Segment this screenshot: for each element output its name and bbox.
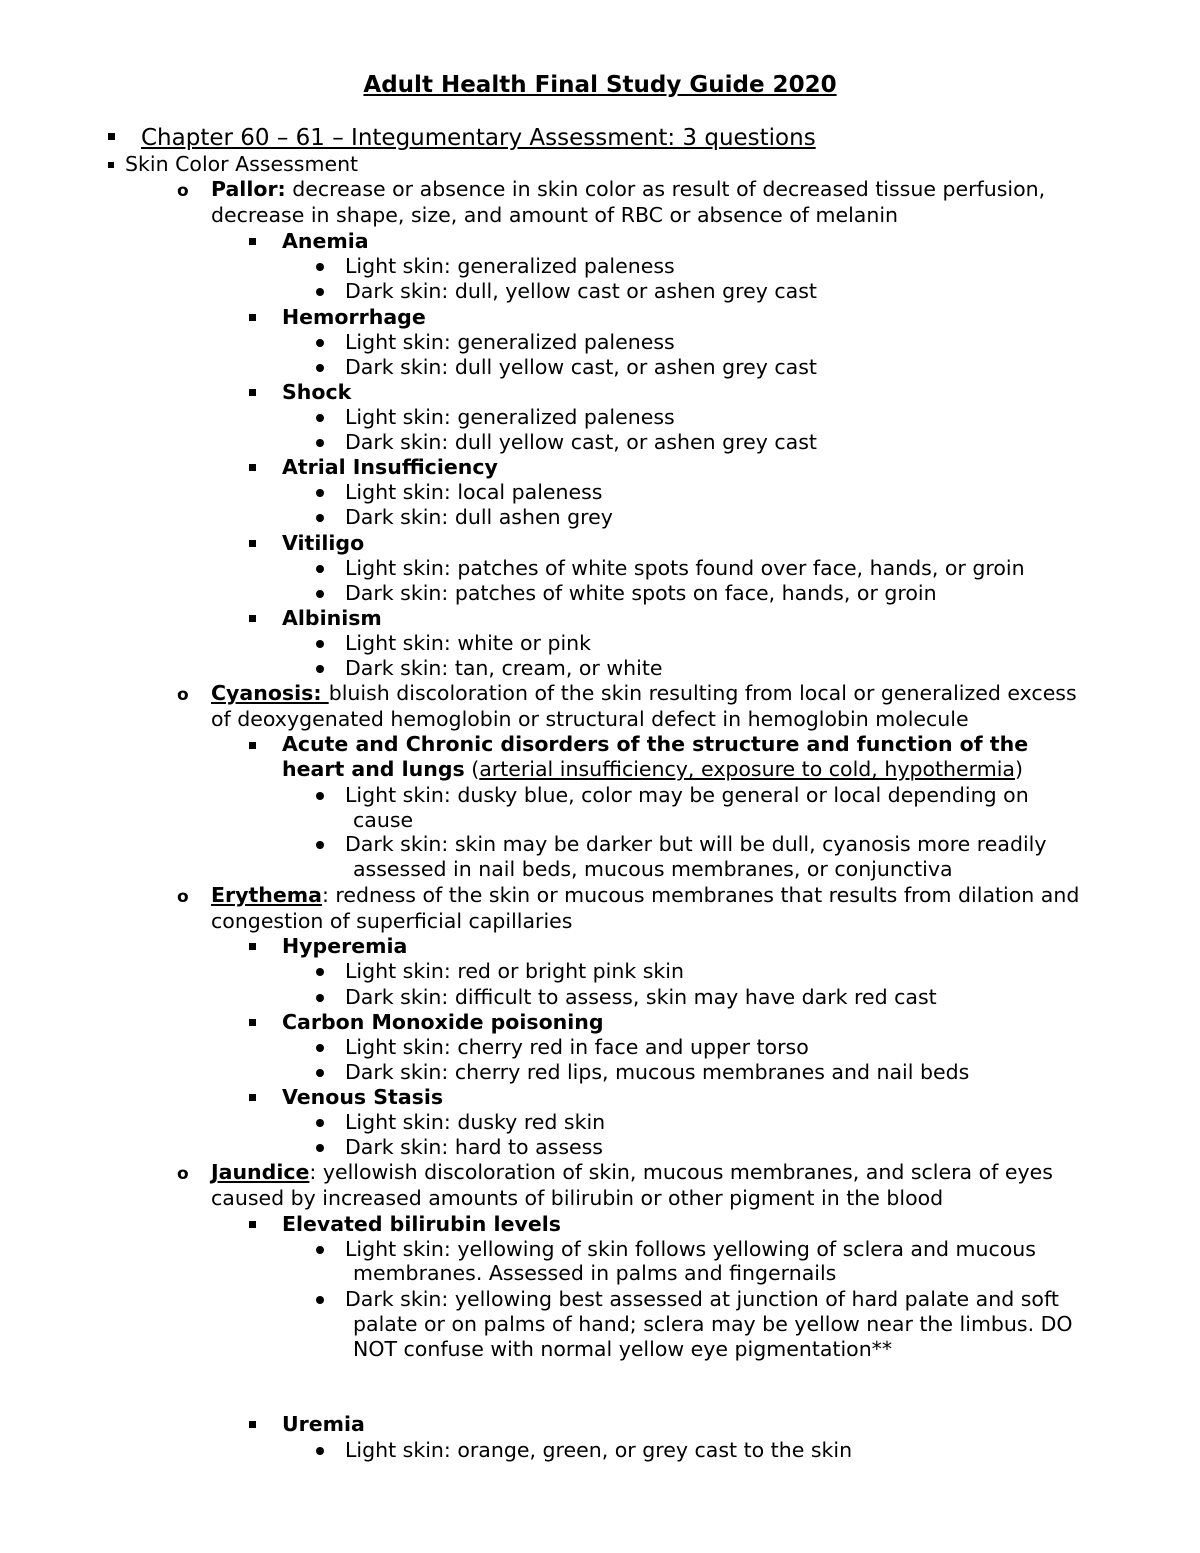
square-bullet-icon: [249, 1094, 256, 1101]
square-bullet-icon: [108, 133, 115, 140]
condition-elevated-bilirubin: Elevated bilirubin levels: [282, 1212, 561, 1236]
dot-bullet-icon: [316, 339, 324, 347]
jaundice-term: Jaundice: [211, 1160, 310, 1184]
o-bullet-icon: o: [177, 887, 189, 907]
erythema-term: Erythema: [211, 883, 322, 907]
albinism-light-skin: Light skin: white or pink: [345, 631, 592, 655]
condition-hemorrhage: Hemorrhage: [282, 305, 426, 329]
dot-bullet-icon: [316, 364, 324, 372]
hyperemia-dark-skin: Dark skin: difficult to assess, skin may have dark red cast: [345, 985, 937, 1009]
cyanosis-condition-name2: heart and lungs: [282, 757, 465, 781]
dot-bullet-icon: [316, 288, 324, 296]
square-bullet-icon: [249, 1221, 256, 1228]
bilirubin-dark-skin-line3: NOT confuse with normal yellow eye pigmentation**: [353, 1337, 893, 1361]
jaundice-desc-line2: caused by increased amounts of bilirubin or other pigment in the blood: [211, 1186, 944, 1210]
dot-bullet-icon: [316, 590, 324, 598]
cyanosis-causes: arterial insufficiency, exposure to cold, hypothermia: [479, 757, 1015, 781]
dot-bullet-icon: [316, 1246, 324, 1254]
square-bullet-icon: [249, 464, 256, 471]
anemia-light-skin: Light skin: generalized paleness: [345, 254, 675, 278]
square-bullet-icon: [249, 615, 256, 622]
dot-bullet-icon: [316, 792, 324, 800]
pallor-definition: [211, 177, 1045, 202]
section-heading: Skin Color Assessment: [125, 152, 359, 176]
albinism-dark-skin: Dark skin: tan, cream, or white: [345, 656, 663, 680]
jaundice-desc-line1: : yellowish discoloration of skin, mucous membranes, and sclera of eyes: [309, 1160, 1053, 1184]
o-bullet-icon: o: [177, 685, 189, 705]
cyanosis-dark-skin-line1: Dark skin: skin may be darker but will be dull, cyanosis more readily: [345, 832, 1047, 856]
dot-bullet-icon: [316, 565, 324, 573]
erythema-desc-line1: : redness of the skin or mucous membranes that results from dilation and: [321, 883, 1080, 907]
square-bullet-icon: [249, 943, 256, 950]
condition-shock: Shock: [282, 380, 352, 404]
dot-bullet-icon: [316, 263, 324, 271]
venous-stasis-light-skin: Light skin: dusky red skin: [345, 1110, 606, 1134]
o-bullet-icon: o: [177, 181, 189, 201]
cyanosis-term: Cyanosis:: [211, 681, 329, 705]
hemorrhage-dark-skin: Dark skin: dull yellow cast, or ashen grey cast: [345, 355, 817, 379]
condition-hyperemia: Hyperemia: [282, 934, 408, 958]
dot-bullet-icon: [316, 1119, 324, 1127]
o-bullet-icon: o: [177, 1164, 189, 1184]
page-title: Adult Health Final Study Guide 2020: [363, 72, 837, 98]
dot-bullet-icon: [316, 514, 324, 522]
dot-bullet-icon: [316, 414, 324, 422]
dot-bullet-icon: [316, 841, 324, 849]
anemia-dark-skin: Dark skin: dull, yellow cast or ashen grey cast: [345, 279, 817, 303]
atrial-insufficiency-dark-skin: Dark skin: dull ashen grey: [345, 505, 613, 529]
uremia-light-skin: Light skin: orange, green, or grey cast to the skin: [345, 1438, 853, 1462]
dot-bullet-icon: [316, 665, 324, 673]
cyanosis-light-skin-line1: Light skin: dusky blue, color may be general or local depending on: [345, 783, 1029, 807]
jaundice-definition: [211, 1160, 1053, 1185]
bilirubin-light-skin-line1: Light skin: yellowing of skin follows yellowing of sclera and mucous: [345, 1237, 1036, 1261]
square-bullet-icon: [249, 742, 256, 749]
square-bullet-icon: [249, 389, 256, 396]
dot-bullet-icon: [316, 968, 324, 976]
pallor-desc-line2: decrease in shape, size, and amount of RBC or absence of melanin: [211, 203, 899, 227]
paren-close: ): [1014, 757, 1023, 781]
erythema-definition: [211, 883, 1079, 908]
condition-carbon-monoxide: Carbon Monoxide poisoning: [282, 1010, 604, 1034]
shock-dark-skin: Dark skin: dull yellow cast, or ashen grey cast: [345, 430, 817, 454]
bilirubin-light-skin-line2: membranes. Assessed in palms and fingernails: [353, 1261, 837, 1285]
pallor-desc-line1: decrease or absence in skin color as result of decreased tissue perfusion,: [285, 177, 1046, 201]
dot-bullet-icon: [316, 1069, 324, 1077]
square-bullet-icon: [249, 540, 256, 547]
atrial-insufficiency-light-skin: Light skin: local paleness: [345, 480, 603, 504]
cyanosis-condition-line2: [282, 757, 1023, 782]
square-bullet-icon: [249, 1421, 256, 1428]
dot-bullet-icon: [316, 640, 324, 648]
square-bullet-icon: [108, 162, 114, 168]
square-bullet-icon: [249, 314, 256, 321]
dot-bullet-icon: [316, 994, 324, 1002]
cyanosis-light-skin-line2: cause: [353, 808, 414, 832]
cyanosis-condition-line1: Acute and Chronic disorders of the structure and function of the: [282, 732, 1029, 756]
dot-bullet-icon: [316, 1144, 324, 1152]
chapter-heading: Chapter 60 – 61 – Integumentary Assessment: 3 questions: [141, 125, 816, 151]
carbon-monoxide-dark-skin: Dark skin: cherry red lips, mucous membranes and nail beds: [345, 1060, 970, 1084]
dot-bullet-icon: [316, 1296, 324, 1304]
square-bullet-icon: [249, 1019, 256, 1026]
condition-vitiligo: Vitiligo: [282, 531, 365, 555]
condition-atrial-insufficiency: Atrial Insufficiency: [282, 455, 498, 479]
hyperemia-light-skin: Light skin: red or bright pink skin: [345, 959, 684, 983]
hemorrhage-light-skin: Light skin: generalized paleness: [345, 330, 675, 354]
condition-venous-stasis: Venous Stasis: [282, 1085, 444, 1109]
carbon-monoxide-light-skin: Light skin: cherry red in face and upper torso: [345, 1035, 809, 1059]
vitiligo-light-skin: Light skin: patches of white spots found over face, hands, or groin: [345, 556, 1025, 580]
dot-bullet-icon: [316, 439, 324, 447]
dot-bullet-icon: [316, 489, 324, 497]
cyanosis-definition: [211, 681, 1077, 706]
condition-anemia: Anemia: [282, 229, 369, 253]
erythema-desc-line2: congestion of superficial capillaries: [211, 909, 573, 933]
cyanosis-desc-line1: bluish discoloration of the skin resulting from local or generalized excess: [328, 681, 1077, 705]
dot-bullet-icon: [316, 1447, 324, 1455]
shock-light-skin: Light skin: generalized paleness: [345, 405, 675, 429]
pallor-term: Pallor:: [211, 177, 286, 201]
square-bullet-icon: [249, 238, 256, 245]
dot-bullet-icon: [316, 1044, 324, 1052]
bilirubin-dark-skin-line1: Dark skin: yellowing best assessed at junction of hard palate and soft: [345, 1287, 1059, 1311]
cyanosis-desc-line2: of deoxygenated hemoglobin or structural defect in hemoglobin molecule: [211, 707, 969, 731]
bilirubin-dark-skin-line2: palate or on palms of hand; sclera may be yellow near the limbus. DO: [353, 1312, 1073, 1336]
vitiligo-dark-skin: Dark skin: patches of white spots on face, hands, or groin: [345, 581, 937, 605]
condition-albinism: Albinism: [282, 606, 382, 630]
condition-uremia: Uremia: [282, 1412, 365, 1436]
cyanosis-dark-skin-line2: assessed in nail beds, mucous membranes, or conjunctiva: [353, 857, 953, 881]
venous-stasis-dark-skin: Dark skin: hard to assess: [345, 1135, 603, 1159]
paren-open: (: [464, 757, 480, 781]
